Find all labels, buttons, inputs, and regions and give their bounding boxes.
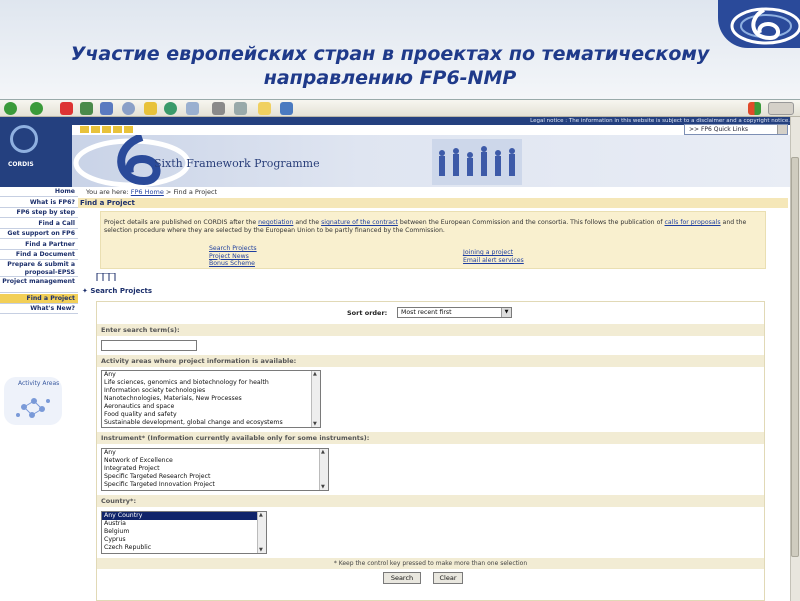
slide-title-line2: направлению FP6-NMP xyxy=(263,67,517,89)
print-icon[interactable] xyxy=(212,102,225,115)
bonus-scheme-link[interactable]: Bonus Scheme xyxy=(209,260,255,267)
activity-areas-listbox[interactable] xyxy=(101,370,321,428)
header-band xyxy=(72,117,790,125)
breadcrumb-prefix: You are here: xyxy=(86,188,129,196)
cordis-page xyxy=(0,117,790,601)
clear-button[interactable]: Clear xyxy=(433,572,463,584)
country-label: Country*: xyxy=(101,497,137,505)
breadcrumb xyxy=(86,188,217,196)
country-option[interactable]: Czech Republic xyxy=(104,544,152,551)
activity-areas-band xyxy=(97,355,764,367)
selection-note: * Keep the control key pressed to make more than one selection xyxy=(333,560,528,567)
activity-option[interactable]: Any xyxy=(104,371,116,378)
programme-banner xyxy=(72,135,790,187)
home-icon[interactable] xyxy=(100,102,113,115)
activity-areas-widget[interactable] xyxy=(4,377,62,425)
calls-for-proposals-link[interactable]: calls for proposals xyxy=(664,219,721,226)
legal-notice[interactable]: Legal notice : The information in this website is subject to a disclaimer and a copyright notice. xyxy=(530,118,790,124)
cordis-label: CORDIS xyxy=(8,161,34,168)
country-option-selected[interactable]: Any Country xyxy=(102,512,266,520)
stop-icon[interactable] xyxy=(60,102,73,115)
nav-item-get-support[interactable]: Get support on FP6 xyxy=(0,229,78,239)
search-projects-heading: ✦ Search Projects xyxy=(82,287,153,295)
edit-icon[interactable] xyxy=(234,102,247,115)
nav-item-home[interactable]: Home xyxy=(0,187,78,197)
page-title: Find a Project xyxy=(78,198,788,208)
search-term-band xyxy=(97,324,764,336)
nav-item-find-a-document[interactable]: Find a Document xyxy=(0,250,78,260)
activity-option[interactable]: Food quality and safety xyxy=(104,411,177,418)
listbox-scrollbar[interactable] xyxy=(311,371,320,427)
breadcrumb-separator: > xyxy=(165,188,172,196)
note-band xyxy=(97,558,764,569)
back-icon[interactable] xyxy=(4,102,17,115)
left-navigation xyxy=(0,187,78,601)
slide-title xyxy=(20,42,760,90)
browser-toolbar xyxy=(0,100,800,117)
search-form xyxy=(96,301,765,601)
nav-item-whats-new[interactable]: What's New? xyxy=(0,304,78,314)
nav-item-find-a-project[interactable]: Find a Project xyxy=(0,294,78,304)
links-left xyxy=(209,245,257,268)
search-icon[interactable] xyxy=(122,102,135,115)
slide-title-line1: Участие европейских стран в проектах по тематическому xyxy=(70,43,710,65)
breadcrumb-home-link[interactable]: FP6 Home xyxy=(130,188,164,196)
instrument-option[interactable]: Specific Targeted Innovation Project xyxy=(104,481,215,488)
refresh-icon[interactable] xyxy=(80,102,93,115)
joining-project-link[interactable]: Joining a project xyxy=(463,249,514,256)
activity-areas-label: Activity Areas xyxy=(18,380,60,387)
country-listbox[interactable] xyxy=(101,511,267,554)
country-band xyxy=(97,495,764,507)
windows-icon xyxy=(748,102,761,115)
chevron-down-icon[interactable] xyxy=(777,125,787,134)
info-text xyxy=(104,219,754,235)
nav-item-project-management[interactable]: Project management xyxy=(0,277,78,293)
signature-contract-link[interactable]: signature of the contract xyxy=(321,219,398,226)
header-squares xyxy=(80,126,133,133)
sort-order-label: Sort order: xyxy=(347,309,388,317)
info-box xyxy=(100,211,766,269)
nav-item-what-is-fp6[interactable]: What is FP6? xyxy=(0,198,78,208)
nav-item-find-a-partner[interactable]: Find a Partner xyxy=(0,240,78,250)
nav-item-fp6-step-by-step[interactable]: FP6 step by step xyxy=(0,208,78,218)
fp6-logo xyxy=(718,0,800,48)
instrument-band xyxy=(97,432,764,444)
country-option[interactable]: Austria xyxy=(104,520,126,527)
search-projects-link[interactable]: Search Projects xyxy=(209,245,257,252)
folder-icon[interactable] xyxy=(258,102,271,115)
nav-item-find-a-call[interactable]: Find a Call xyxy=(0,219,78,229)
forward-icon[interactable] xyxy=(30,102,43,115)
scrollbar-thumb[interactable] xyxy=(791,157,799,557)
cordis-logo-icon[interactable] xyxy=(10,125,38,153)
activity-areas-field-label: Activity areas where project information is available: xyxy=(101,357,297,365)
search-term-label: Enter search term(s): xyxy=(101,326,180,334)
search-projects-heading-text: Search Projects xyxy=(90,287,153,295)
instrument-option[interactable]: Integrated Project xyxy=(104,465,160,472)
programme-title: Sixth Framework Programme xyxy=(154,157,320,170)
instrument-listbox[interactable] xyxy=(101,448,329,491)
sort-order-select[interactable] xyxy=(397,307,512,318)
activity-option[interactable]: Information society technologies xyxy=(104,387,206,394)
listbox-scrollbar[interactable] xyxy=(257,512,266,553)
tree-connector-icon xyxy=(96,273,116,287)
project-news-link[interactable]: Project News xyxy=(209,252,249,260)
activity-option[interactable]: Nanotechnologies, Materials, New Processes xyxy=(104,395,242,402)
mail-icon[interactable] xyxy=(186,102,199,115)
country-option[interactable]: Belgium xyxy=(104,528,130,535)
activity-option[interactable]: Aeronautics and space xyxy=(104,403,175,410)
people-illustration-icon xyxy=(432,139,522,185)
links-right xyxy=(463,249,524,264)
activity-option[interactable]: Life sciences, genomics and biotechnology for health xyxy=(104,379,269,386)
favorites-icon[interactable] xyxy=(144,102,157,115)
search-button[interactable]: Search xyxy=(383,572,421,584)
breadcrumb-current: Find a Project xyxy=(173,188,218,196)
search-term-input[interactable] xyxy=(101,340,197,351)
instrument-option[interactable]: Specific Targeted Research Project xyxy=(104,473,211,480)
info-text-part1: Project details are published on CORDIS after the xyxy=(104,219,259,226)
info-text-part2: and the xyxy=(293,219,322,226)
negotiation-link[interactable]: negotiation xyxy=(258,219,294,226)
country-option[interactable]: Cyprus xyxy=(104,536,126,543)
window-controls-icon[interactable] xyxy=(768,102,794,115)
instrument-option[interactable]: Any xyxy=(104,449,116,456)
nav-item-prepare-submit[interactable]: Prepare & submit a proposal-EPSS xyxy=(0,261,78,277)
cordis-header-left xyxy=(0,117,72,187)
history-icon[interactable] xyxy=(164,102,177,115)
quick-links-value: >> FP6 Quick Links xyxy=(689,126,749,133)
activity-option[interactable]: Sustainable development, global change and ecosystems xyxy=(104,419,283,426)
listbox-scrollbar[interactable] xyxy=(319,449,328,490)
browser-scrollbar[interactable] xyxy=(790,117,800,601)
instrument-label: Instrument* (Information currently available only for some instruments): xyxy=(101,434,370,442)
instrument-option[interactable]: Network of Excellence xyxy=(104,457,173,464)
chevron-down-icon[interactable]: ▼ xyxy=(501,308,511,317)
quick-links-select[interactable] xyxy=(684,124,788,135)
messenger-icon[interactable] xyxy=(280,102,293,115)
email-alert-link[interactable]: Email alert services xyxy=(463,256,524,264)
info-text-part4: and the selection procedure where they are selected by the European Union to be partly financed by the Commission. xyxy=(104,219,747,234)
sort-order-value: Most recent first xyxy=(401,309,452,316)
info-text-part3: between the European Commission and the consortia. This follows the publication of xyxy=(397,219,665,226)
main-content xyxy=(78,187,790,601)
browser-window xyxy=(0,99,800,600)
